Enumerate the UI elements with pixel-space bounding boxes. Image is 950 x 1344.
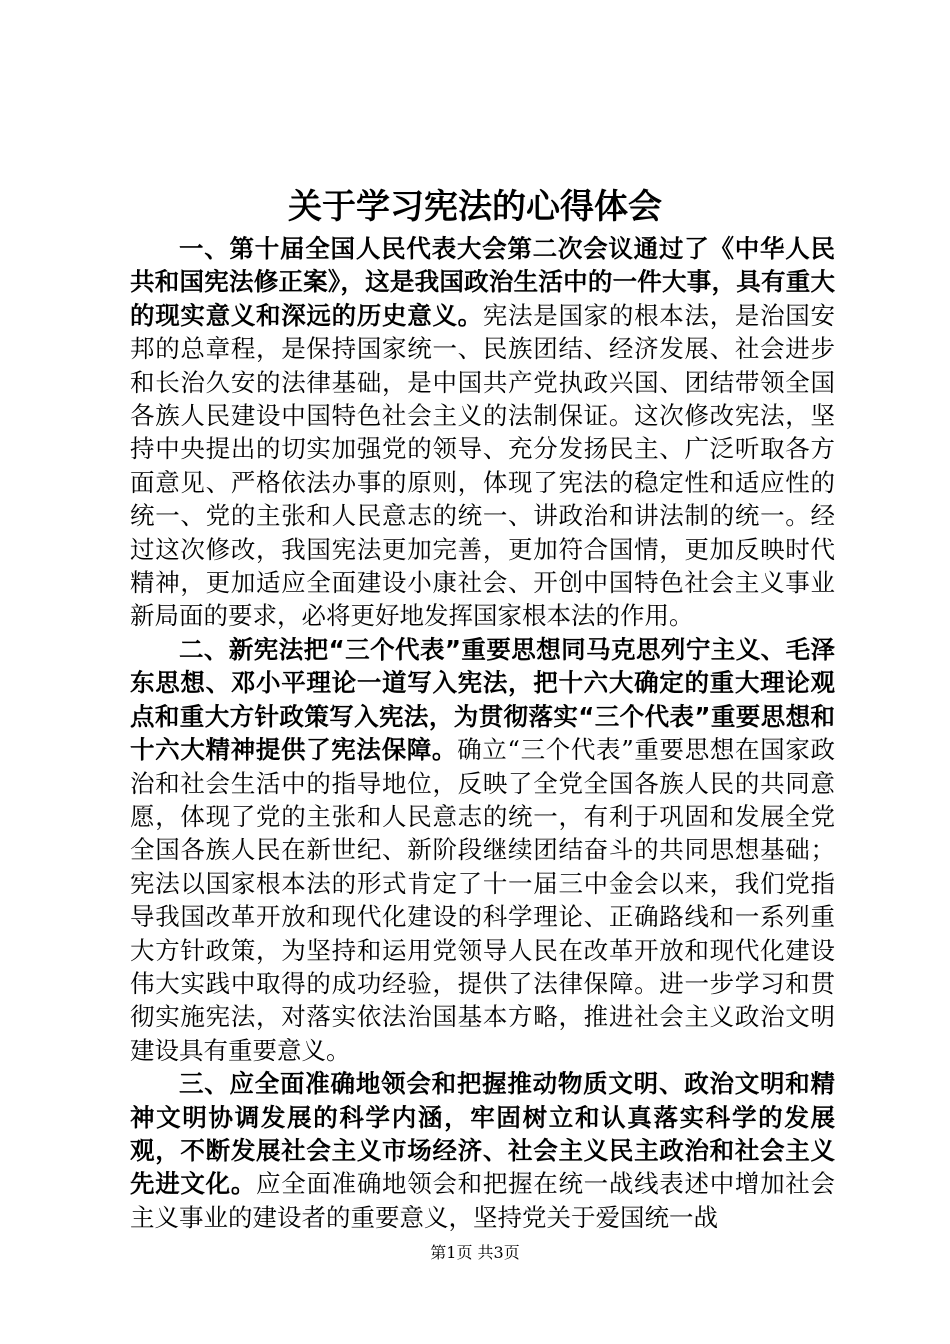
- paragraph-1-text: 宪法是国家的根本法，是治国安邦的总章程，是保持国家统一、民族团结、经济发展、社会进步和长治久安的法律基础，是中国共产党执政兴国、团结带领全国各族人民建设中国特色社会主义的法制保证。这次修改宪法，坚持中央提出的切实加强党的领导、充分发扬民主、广泛听取各方面意见、严格依法办事的原则，体现了宪法的稳定性和适应性的统一、党的主张和人民意志的统一、讲政治和讲法制的统一。经过这次修改，我国宪法更加完善，更加符合国情，更加反映时代精神，更加适应全面建设小康社会、开创中国特色社会主义事业新局面的要求，必将更好地发挥国家根本法的作用。: [130, 300, 836, 631]
- paragraph-2-text: 确立“三个代表”重要思想在国家政治和社会生活中的指导地位，反映了全党全国各族人民的共同意愿，体现了党的主张和人民意志的统一，有利于巩固和发展全党全国各族人民在新世纪、新阶段继续团结奋斗的共同思想基础；宪法以国家根本法的形式肯定了十一届三中金会以来，我们党指导我国改革开放和现代化建设的科学理论、正确路线和一系列重大方针政策，为坚持和运用党领导人民在改革开放和现代化建设伟大实践中取得的成功经验，提供了法律保障。进一步学习和贯彻实施宪法，对落实依法治国基本方略，推进社会主义政治文明建设具有重要意义。: [130, 735, 835, 1065]
- paragraph-1-lead: 一、第十届全国人民代表大会第二次会议通过了《中华人民共和国宪法修正案》，这是我国政治生活中的一件大事，具有重大的现实意义和深远的历史意义。: [130, 234, 835, 330]
- paragraph-1: [130, 232, 835, 633]
- document-title: 关于学习宪法的心得体会: [288, 187, 662, 227]
- paragraph-2-lead: 二、新宪法把“三个代表”重要思想同马克思列宁主义、毛泽东思想、邓小平理论一道写入宪法，把十六大确定的重大理论观点和重大方针政策写入宪法，为贯彻落实“三个代表”重要思想和十六大精神提供了宪法保障。: [130, 634, 835, 765]
- paragraph-3-text: 应全面准确地领会和把握在统一战线表述中增加社会主义事业的建设者的重要意义，坚持党关于爱国统一战: [130, 1169, 836, 1232]
- paragraph-3: [130, 1067, 835, 1234]
- document-body: [130, 232, 835, 1234]
- page-number-footer: 第1页 共3页: [430, 1243, 520, 1262]
- paragraph-3-lead: 三、应全面准确地领会和把握推动物质文明、政治文明和精神文明协调发展的科学内涵，牢固树立和认真落实科学的发展观，不断发展社会主义市场经济、社会主义民主政治和社会主义先进文化。: [130, 1069, 835, 1199]
- paragraph-2: [130, 633, 835, 1067]
